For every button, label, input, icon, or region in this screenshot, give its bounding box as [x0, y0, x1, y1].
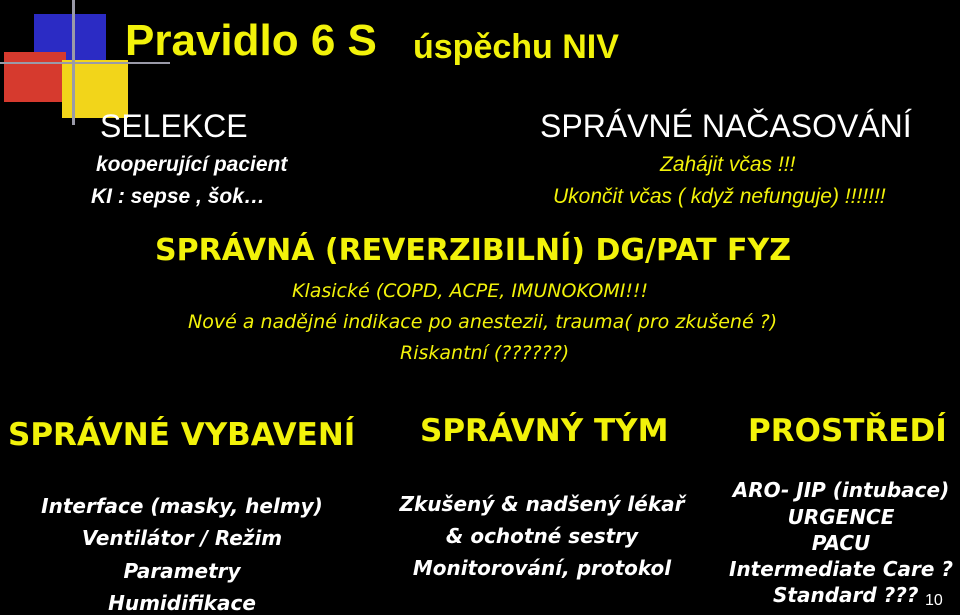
tym-line-3: Monitorování, protokol — [412, 556, 672, 580]
prostredi-line-3: PACU — [811, 531, 871, 555]
prostredi-line-4: Intermediate Care ? — [729, 557, 953, 581]
selekce-heading: SELEKCE — [100, 108, 248, 144]
selekce-line-2: KI : sepse , šok… — [91, 185, 265, 208]
prostredi-line-2: URGENCE — [787, 505, 895, 529]
slide-subtitle: úspěchu NIV — [413, 28, 619, 66]
nacasovani-line-2: Ukončit včas ( když nefunguje) !!!!!!! — [553, 185, 886, 208]
vybaveni-line-3: Parametry — [123, 559, 241, 583]
diagnoza-line-2: Nové a nadějné indikace po anestezii, trauma( pro zkušené ?) — [188, 311, 778, 333]
slide-title: Pravidlo 6 S — [125, 16, 377, 65]
diagnoza-line-3: Riskantní (??????) — [400, 342, 570, 364]
diagnoza-heading: SPRÁVNÁ (REVERZIBILNÍ) DG/PAT FYZ — [155, 233, 791, 268]
prostredi-line-1: ARO- JIP (intubace) — [732, 478, 950, 502]
decor-red-square — [4, 52, 66, 102]
selekce-line-1: kooperující pacient — [96, 153, 288, 176]
diagnoza-line-1: Klasické (COPD, ACPE, IMUNOKOMI!!! — [292, 280, 649, 302]
nacasovani-heading: SPRÁVNÉ NAČASOVÁNÍ — [540, 108, 912, 144]
slide-number: 10 — [925, 592, 943, 609]
nacasovani-line-1: Zahájit včas !!! — [660, 153, 796, 176]
tym-line-2: & ochotné sestry — [445, 524, 639, 548]
tym-line-1: Zkušený & nadšený lékař — [399, 492, 685, 516]
prostredi-line-5: Standard ??? — [773, 583, 919, 607]
tym-heading: SPRÁVNÝ TÝM — [420, 413, 669, 449]
vybaveni-line-4: Humidifikace — [108, 591, 256, 615]
prostredi-heading: PROSTŘEDÍ — [748, 413, 947, 449]
vybaveni-line-2: Ventilátor / Režim — [81, 526, 283, 550]
vybaveni-heading: SPRÁVNÉ VYBAVENÍ — [8, 417, 356, 453]
vybaveni-line-1: Interface (masky, helmy) — [41, 494, 323, 518]
